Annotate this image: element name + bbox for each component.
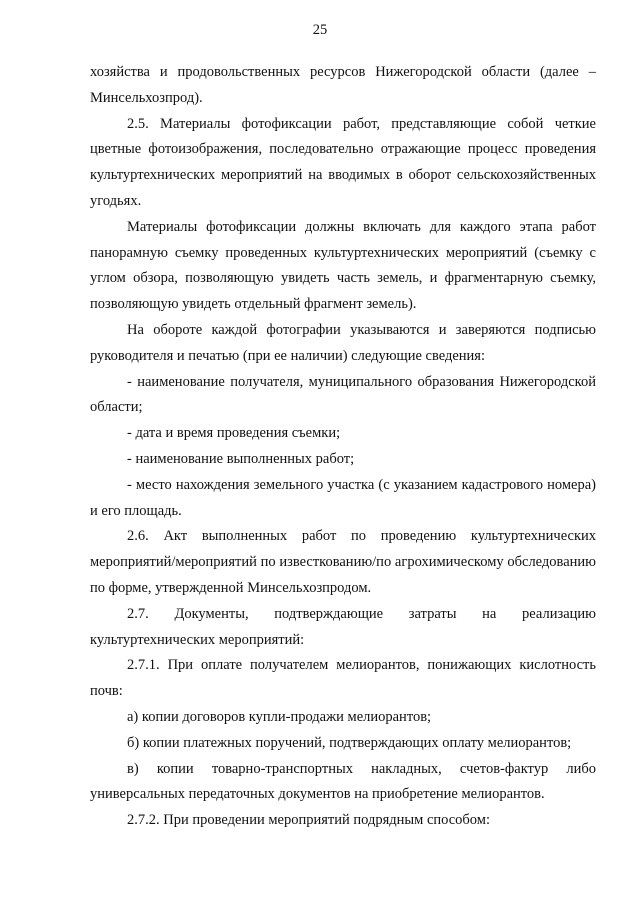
- list-item: в) копии товарно-транспортных накладных, счетов-фактур либо универсальных передаточных документов на приобретение мелиорантов.: [90, 760, 596, 803]
- page-number: 25: [312, 22, 328, 38]
- paragraph: 2.7. Документы, подтверждающие затраты на реализацию культуртехнических мероприятий:: [90, 605, 596, 648]
- list-item: - дата и время проведения съемки;: [127, 425, 341, 442]
- paragraph: хозяйства и продовольственных ресурсов Нижегородской области (далее – Минсельхозпрод).: [90, 64, 596, 106]
- paragraph: 2.7.1. При оплате получателем мелиорантов, понижающих кислотность почв:: [90, 657, 596, 700]
- list-item: - наименование выполненных работ;: [127, 450, 355, 467]
- paragraph: На обороте каждой фотографии указываются и заверяются подписью руководителя и печатью (при ее наличии) следующие сведения:: [90, 321, 596, 364]
- list-item: - наименование получателя, муниципального образования Нижегородской области;: [90, 373, 596, 416]
- list-item: б) копии платежных поручений, подтверждающих оплату мелиорантов;: [127, 734, 572, 751]
- list-item: - место нахождения земельного участка (с указанием кадастрового номера) и его площадь.: [90, 476, 596, 519]
- list-item: а) копии договоров купли-продажи мелиорантов;: [127, 708, 432, 725]
- document-body: [90, 60, 596, 834]
- paragraph: 2.5. Материалы фотофиксации работ, представляющие собой четкие цветные фотоизображения, последовательно отражающие процесс проведения культуртехнических мероприятий на вводимых в оборот сельскохозяйственных угодьях.: [90, 115, 596, 209]
- paragraph: 2.6. Акт выполненных работ по проведению культуртехнических мероприятий/мероприятий по известкованию/по агрохимическому обследованию по форме, утвержденной Минсельхозпродом.: [90, 528, 596, 596]
- paragraph: Материалы фотофиксации должны включать для каждого этапа работ панорамную съемку проведенных культуртехнических мероприятий (съемку с углом обзора, позволяющую увидеть часть земель, и фрагментарную съемку, позволяющую увидеть отдельный фрагмент земель).: [90, 218, 596, 313]
- paragraph: 2.7.2. При проведении мероприятий подрядным способом:: [127, 812, 490, 829]
